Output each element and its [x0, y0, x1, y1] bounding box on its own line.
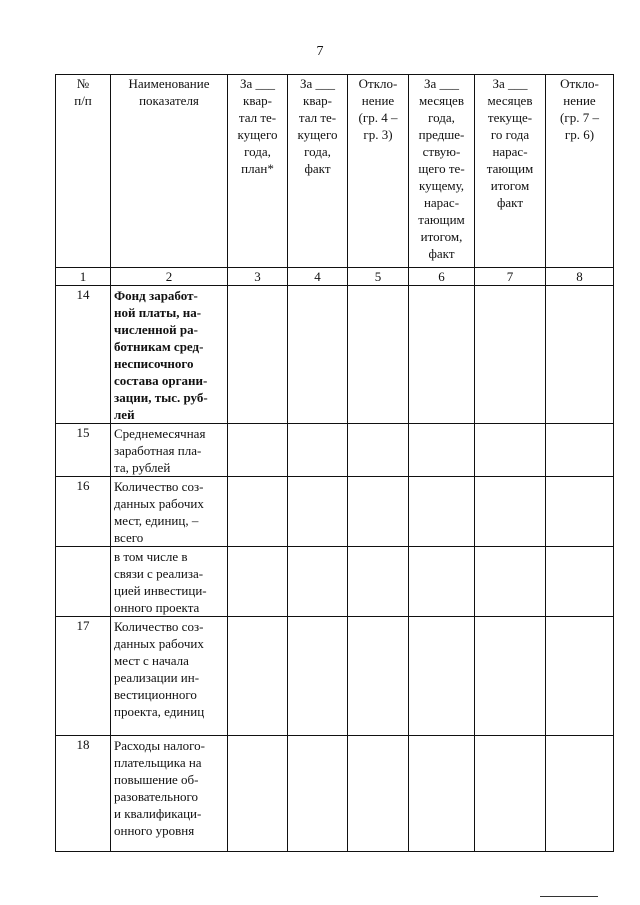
- footer-rule: [540, 896, 598, 897]
- empty-cell: [475, 477, 546, 547]
- empty-cell: [348, 617, 409, 736]
- empty-cell: [348, 547, 409, 617]
- empty-cell: [348, 477, 409, 547]
- empty-cell: [288, 547, 348, 617]
- empty-cell: [409, 736, 475, 852]
- row-number: 17: [56, 617, 111, 736]
- indicators-table: [55, 74, 614, 852]
- column-number: 4: [288, 268, 348, 286]
- empty-cell: [546, 477, 614, 547]
- row-name: Среднемесячная заработная пла- та, рублей: [111, 424, 228, 477]
- row-number: 15: [56, 424, 111, 477]
- column-number: 2: [111, 268, 228, 286]
- table-header-row: [56, 75, 614, 268]
- empty-cell: [348, 736, 409, 852]
- empty-cell: [409, 547, 475, 617]
- empty-cell: [228, 286, 288, 424]
- empty-cell: [228, 736, 288, 852]
- table-row: [56, 547, 614, 617]
- row-name: Фонд заработ- ной платы, на- численной ра- ботникам сред- несписочного состава органи- зации, тыс. руб- лей: [111, 286, 228, 424]
- header-col-name: Наименование показателя: [111, 75, 228, 268]
- table-row: [56, 617, 614, 736]
- row-name: Количество соз- данных рабочих мест, единиц, – всего: [111, 477, 228, 547]
- header-col-months-current-year: За ___ месяцев текуще- го года нарас- тающим итогом факт: [475, 75, 546, 268]
- empty-cell: [348, 286, 409, 424]
- column-number: 8: [546, 268, 614, 286]
- empty-cell: [228, 617, 288, 736]
- empty-cell: [409, 424, 475, 477]
- column-numbers-row: [56, 268, 614, 286]
- row-number: 14: [56, 286, 111, 424]
- column-number: 6: [409, 268, 475, 286]
- row-number: 18: [56, 736, 111, 852]
- empty-cell: [409, 286, 475, 424]
- empty-cell: [475, 617, 546, 736]
- page-number: 7: [316, 44, 324, 59]
- empty-cell: [348, 424, 409, 477]
- empty-cell: [409, 477, 475, 547]
- empty-cell: [475, 547, 546, 617]
- empty-cell: [546, 424, 614, 477]
- row-name: в том числе в связи с реализа- цией инвестици- онного проекта: [111, 547, 228, 617]
- empty-cell: [288, 286, 348, 424]
- header-col-months-prev-year: За ___ месяцев года, предше- ствую- щего те- кущему, нарас- тающим итогом, факт: [409, 75, 475, 268]
- empty-cell: [475, 286, 546, 424]
- empty-cell: [228, 477, 288, 547]
- header-col-quarter-plan: За ___ квар- тал те- кущего года, план*: [228, 75, 288, 268]
- column-number: 7: [475, 268, 546, 286]
- empty-cell: [546, 286, 614, 424]
- empty-cell: [546, 547, 614, 617]
- empty-cell: [288, 424, 348, 477]
- column-number: 5: [348, 268, 409, 286]
- empty-cell: [546, 617, 614, 736]
- row-number: [56, 547, 111, 617]
- column-number: 3: [228, 268, 288, 286]
- row-number: 16: [56, 477, 111, 547]
- empty-cell: [475, 424, 546, 477]
- empty-cell: [288, 617, 348, 736]
- column-number: 1: [56, 268, 111, 286]
- empty-cell: [546, 736, 614, 852]
- header-col-deviation-1: Откло- нение (гр. 4 – гр. 3): [348, 75, 409, 268]
- row-name: Расходы налого- плательщика на повышение об- разовательного и квалификаци- онного уровня: [111, 736, 228, 852]
- row-name: Количество соз- данных рабочих мест с начала реализации ин- вестиционного проекта, единиц: [111, 617, 228, 736]
- table-row: [56, 477, 614, 547]
- header-col-quarter-fact: За ___ квар- тал те- кущего года, факт: [288, 75, 348, 268]
- header-col-number: № п/п: [56, 75, 111, 268]
- table-row: [56, 736, 614, 852]
- empty-cell: [288, 477, 348, 547]
- empty-cell: [288, 736, 348, 852]
- empty-cell: [475, 736, 546, 852]
- empty-cell: [228, 424, 288, 477]
- empty-cell: [228, 547, 288, 617]
- table-row: [56, 286, 614, 424]
- table-row: [56, 424, 614, 477]
- empty-cell: [409, 617, 475, 736]
- header-col-deviation-2: Откло- нение (гр. 7 – гр. 6): [546, 75, 614, 268]
